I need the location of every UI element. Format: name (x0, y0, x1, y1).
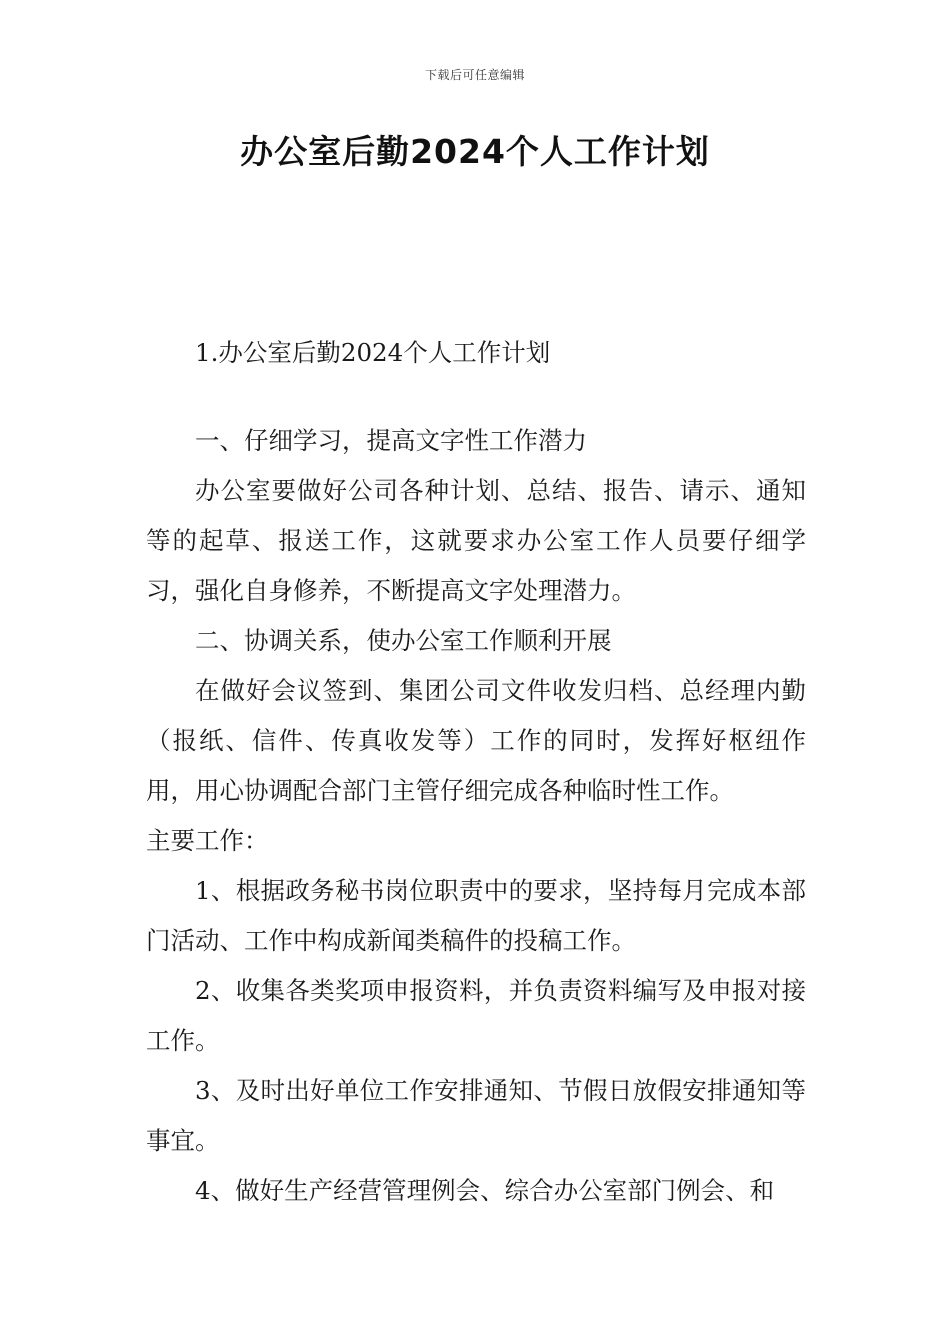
page-header: 下载后可任意编辑 (424, 68, 525, 82)
subheading-2: 二、协调关系，使办公室工作顺利开展 (195, 626, 612, 655)
paragraph: 在做好会议签到、集团公司文件收发归档、总经理内勤（报纸、信件、传真收发等）工作的同时，发挥好枢纽作用，用心协调配合部门主管仔细完成各种临时性工作。 (146, 676, 806, 805)
list-item: 3、及时出好单位工作安排通知、节假日放假安排通知等事宜。 (146, 1076, 806, 1155)
list-item: 2、收集各类奖项申报资料，并负责资料编写及申报对接工作。 (146, 976, 806, 1055)
document-title: 办公室后勤2024个人工作计划 (240, 132, 710, 171)
section-heading: 1.办公室后勤2024个人工作计划 (195, 338, 551, 367)
subheading-1: 一、仔细学习，提高文字性工作潜力 (195, 426, 587, 455)
document-body (146, 328, 806, 1216)
list-item: 1、根据政务秘书岗位职责中的要求，坚持每月完成本部门活动、工作中构成新闻类稿件的投稿工作。 (146, 876, 806, 955)
list-item: 4、做好生产经营管理例会、综合办公室部门例会、和 (195, 1176, 775, 1205)
paragraph: 办公室要做好公司各种计划、总结、报告、请示、通知等的起草、报送工作，这就要求办公室工作人员要仔细学习，强化自身修养，不断提高文字处理潜力。 (146, 476, 806, 605)
main-work-label: 主要工作： (146, 826, 269, 855)
